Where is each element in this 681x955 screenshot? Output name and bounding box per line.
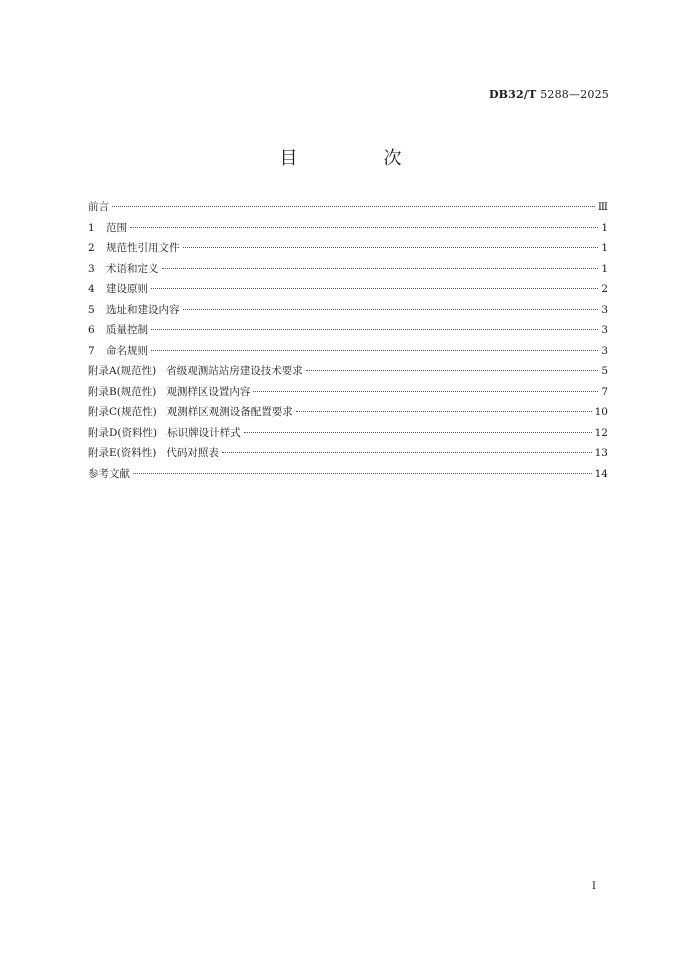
toc-item-text: 命名规则 — [106, 344, 148, 357]
toc-leader-dots — [112, 206, 595, 207]
toc-item-text: 规范性引用文件 — [106, 242, 180, 254]
toc-item-text: 术语和定义 — [106, 262, 159, 275]
toc-item-page: 1 — [601, 262, 608, 275]
toc-item-label — [88, 240, 180, 255]
toc-item-label — [88, 384, 250, 399]
toc-item-label — [88, 425, 241, 440]
toc-item-appendix-e[interactable] — [88, 445, 608, 466]
toc-item-number: 1 — [88, 221, 95, 234]
toc-item-principles[interactable] — [88, 281, 608, 302]
toc-item-page: 2 — [601, 283, 608, 295]
toc-item-naming-rules[interactable] — [88, 343, 608, 364]
toc-item-site-selection[interactable] — [88, 302, 608, 323]
toc-item-number: 6 — [88, 324, 95, 336]
toc-item-label — [88, 220, 127, 235]
toc-item-bibliography[interactable] — [88, 466, 608, 487]
toc-item-page: 1 — [601, 221, 608, 234]
toc-item-appendix-title: 代码对照表 — [166, 447, 219, 459]
table-of-contents — [88, 199, 608, 486]
toc-item-appendix-title: 观测样区观测设备配置要求 — [166, 406, 293, 418]
toc-item-page: 3 — [601, 303, 608, 316]
toc-item-label — [88, 281, 148, 296]
toc-item-appendix-a[interactable] — [88, 363, 608, 384]
toc-item-label: 参考文献 — [88, 467, 130, 480]
toc-item-appendix-label: 附录D(资料性) — [88, 426, 158, 439]
toc-leader-dots — [151, 329, 598, 330]
toc-leader-dots — [151, 288, 598, 289]
toc-item-page: 3 — [601, 344, 608, 357]
page-title: 目 次 — [279, 148, 436, 169]
document-code-number: 5288—2025 — [540, 88, 609, 101]
toc-item-page: 13 — [594, 447, 608, 459]
toc-item-appendix-label: 附录C(规范性) — [88, 406, 157, 418]
toc-leader-dots — [162, 268, 599, 269]
toc-item-number: 2 — [88, 242, 95, 254]
toc-item-number: 7 — [88, 344, 95, 357]
toc-leader-dots — [151, 350, 598, 351]
toc-item-page: 7 — [601, 385, 608, 398]
toc-leader-dots — [306, 370, 599, 371]
toc-item-page: 1 — [601, 242, 608, 254]
toc-item-normative-references[interactable] — [88, 240, 608, 261]
toc-item-label — [88, 261, 159, 276]
toc-item-appendix-title: 观测样区设置内容 — [166, 385, 251, 398]
toc-item-appendix-b[interactable] — [88, 384, 608, 405]
toc-item-text: 选址和建设内容 — [106, 303, 180, 316]
toc-item-label — [88, 404, 293, 419]
toc-item-appendix-title: 标识牌设计样式 — [167, 426, 241, 439]
toc-item-appendix-label: 附录E(资料性) — [88, 447, 157, 459]
toc-item-number: 3 — [88, 262, 95, 275]
toc-item-page: 10 — [594, 406, 608, 418]
toc-item-label — [88, 322, 148, 337]
toc-item-terms[interactable] — [88, 261, 608, 282]
toc-item-quality-control[interactable] — [88, 322, 608, 343]
toc-item-appendix-title: 省级观测站站房建设技术要求 — [166, 365, 303, 377]
toc-item-label — [88, 363, 303, 378]
toc-item-page: 5 — [601, 365, 608, 377]
toc-item-text: 质量控制 — [106, 324, 148, 336]
toc-item-text: 建设原则 — [106, 283, 148, 295]
page-number: Ⅰ — [592, 881, 596, 892]
toc-item-text: 范围 — [106, 221, 127, 234]
toc-item-number: 4 — [88, 283, 95, 295]
toc-item-appendix-c[interactable] — [88, 404, 608, 425]
toc-item-foreword[interactable] — [88, 199, 608, 220]
toc-leader-dots — [296, 411, 592, 412]
toc-item-label — [88, 343, 148, 358]
toc-item-page: 14 — [594, 467, 608, 480]
toc-item-page: 3 — [601, 324, 608, 336]
toc-item-label: 前言 — [88, 201, 109, 213]
toc-leader-dots — [244, 432, 592, 433]
document-code — [489, 88, 609, 101]
toc-item-page: Ⅲ — [597, 201, 608, 213]
toc-leader-dots — [183, 247, 599, 248]
toc-leader-dots — [130, 227, 598, 228]
toc-leader-dots — [183, 309, 599, 310]
toc-leader-dots — [222, 452, 592, 453]
document-code-prefix: DB32/T — [488, 88, 537, 101]
toc-item-appendix-label: 附录B(规范性) — [88, 385, 157, 398]
toc-item-appendix-label: 附录A(规范性) — [88, 365, 157, 377]
toc-item-appendix-d[interactable] — [88, 425, 608, 446]
toc-leader-dots — [133, 473, 592, 474]
toc-item-page: 12 — [594, 426, 608, 439]
toc-item-label — [88, 302, 180, 317]
toc-item-number: 5 — [88, 303, 95, 316]
toc-item-scope[interactable] — [88, 220, 608, 241]
toc-leader-dots — [253, 391, 598, 392]
toc-item-label — [88, 445, 219, 460]
